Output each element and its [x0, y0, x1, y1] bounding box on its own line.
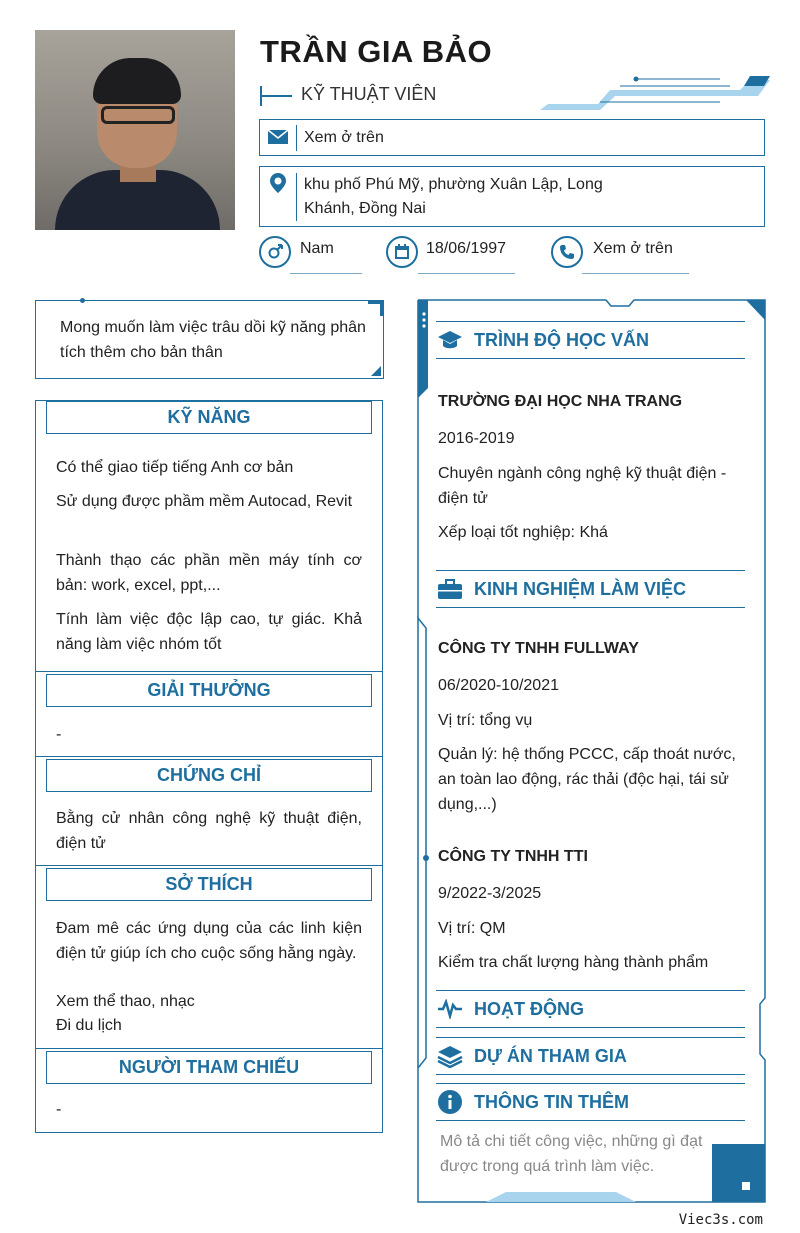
- skill-item: Tính làm việc độc lập cao, tự giác. Khả năng làm việc nhóm tốt: [56, 611, 362, 653]
- education-major: Chuyên ngành công nghệ kỹ thuật điện - điện tử: [438, 465, 727, 507]
- birthday-text: 18/06/1997: [426, 240, 507, 257]
- footer-watermark: Viec3s.com: [678, 1212, 763, 1228]
- hobby-item: Xem thể thao, nhạc: [56, 993, 195, 1010]
- experience-description: Quản lý: hệ thống PCCC, cấp thoát nước, an toàn lao động, rác thải (độc hại, tái sử dụng,...): [438, 746, 736, 813]
- experience-heading: [436, 570, 745, 608]
- certificates-heading: CHỨNG CHỈ: [46, 759, 372, 792]
- awards-heading: GIẢI THƯỞNG: [46, 674, 372, 707]
- experience-description: Kiểm tra chất lượng hàng thành phẩm: [438, 954, 709, 971]
- briefcase-icon: [436, 575, 464, 603]
- skills-heading: KỸ NĂNG: [46, 401, 372, 434]
- objective-text: Mong muốn làm việc trâu dồi kỹ năng phân tích thêm cho bản thân: [60, 319, 366, 361]
- more-info-title: THÔNG TIN THÊM: [474, 1091, 629, 1112]
- more-info-description: Mô tả chi tiết công việc, những gì đạt được trong quá trình làm việc.: [440, 1133, 703, 1175]
- experience-period: 9/2022-3/2025: [438, 885, 542, 902]
- mail-icon: [266, 125, 290, 149]
- title-decoration: [260, 86, 294, 106]
- phone-text: Xem ở trên: [593, 240, 673, 257]
- education-school: TRƯỜNG ĐẠI HỌC NHA TRANG: [438, 393, 683, 410]
- hobby-item: Đi du lịch: [56, 1017, 122, 1034]
- gender-icon: [259, 236, 291, 268]
- phone-icon: [551, 236, 583, 268]
- experience-position: Vị trí: tổng vụ: [438, 712, 533, 729]
- activities-title: HOẠT ĐỘNG: [474, 998, 584, 1019]
- references-heading: NGƯỜI THAM CHIẾU: [46, 1051, 372, 1084]
- email-box: [259, 119, 765, 156]
- info-icon: [436, 1088, 464, 1116]
- profile-photo: [35, 30, 235, 230]
- right-column: [418, 300, 765, 1202]
- graduation-cap-icon: [436, 326, 464, 354]
- projects-heading: [436, 1037, 745, 1075]
- hobbies-heading: SỞ THÍCH: [46, 868, 372, 901]
- gender-text: Nam: [300, 240, 334, 257]
- activities-heading: [436, 990, 745, 1028]
- email-text: Xem ở trên: [304, 129, 384, 146]
- experience-title: KINH NGHIỆM LÀM VIỆC: [474, 578, 687, 599]
- projects-title: DỰ ÁN THAM GIA: [474, 1045, 627, 1066]
- experience-company: CÔNG TY TNHH FULLWAY: [438, 640, 639, 657]
- experience-company: CÔNG TY TNHH TTI: [438, 848, 588, 865]
- candidate-name: TRẦN GIA BẢO: [260, 34, 493, 69]
- skill-item: Có thể giao tiếp tiếng Anh cơ bản: [56, 459, 294, 476]
- education-heading: [436, 321, 745, 359]
- location-pin-icon: [266, 171, 290, 195]
- education-title: TRÌNH ĐỘ HỌC VẤN: [474, 329, 649, 350]
- experience-position: Vị trí: QM: [438, 920, 506, 937]
- more-info-heading: [436, 1083, 745, 1121]
- job-title: KỸ THUẬT VIÊN: [301, 84, 437, 104]
- skill-item: Thành thạo các phần mền máy tính cơ bản: work, excel, ppt,...: [56, 552, 362, 594]
- left-column: [35, 400, 383, 1133]
- references-text: -: [56, 1101, 62, 1118]
- calendar-icon: [386, 236, 418, 268]
- layers-icon: [436, 1042, 464, 1070]
- objective-box: [35, 300, 384, 379]
- hobby-item: Đam mê các ứng dụng của các linh kiện điện tử giúp ích cho cuộc sống hằng ngày.: [56, 920, 362, 962]
- awards-text: -: [56, 726, 62, 743]
- address-text: khu phố Phú Mỹ, phường Xuân Lập, Long Khánh, Đồng Nai: [304, 176, 603, 217]
- certificates-text: Bằng cử nhân công nghệ kỹ thuật điện, điện tử: [56, 810, 362, 852]
- education-grade: Xếp loại tốt nghiệp: Khá: [438, 524, 608, 541]
- experience-period: 06/2020-10/2021: [438, 677, 559, 694]
- header-decoration: [540, 76, 770, 112]
- pulse-icon: [436, 995, 464, 1023]
- education-years: 2016-2019: [438, 430, 515, 447]
- skill-item: Sử dụng được phầm mềm Autocad, Revit: [56, 493, 353, 510]
- address-box: [259, 166, 765, 227]
